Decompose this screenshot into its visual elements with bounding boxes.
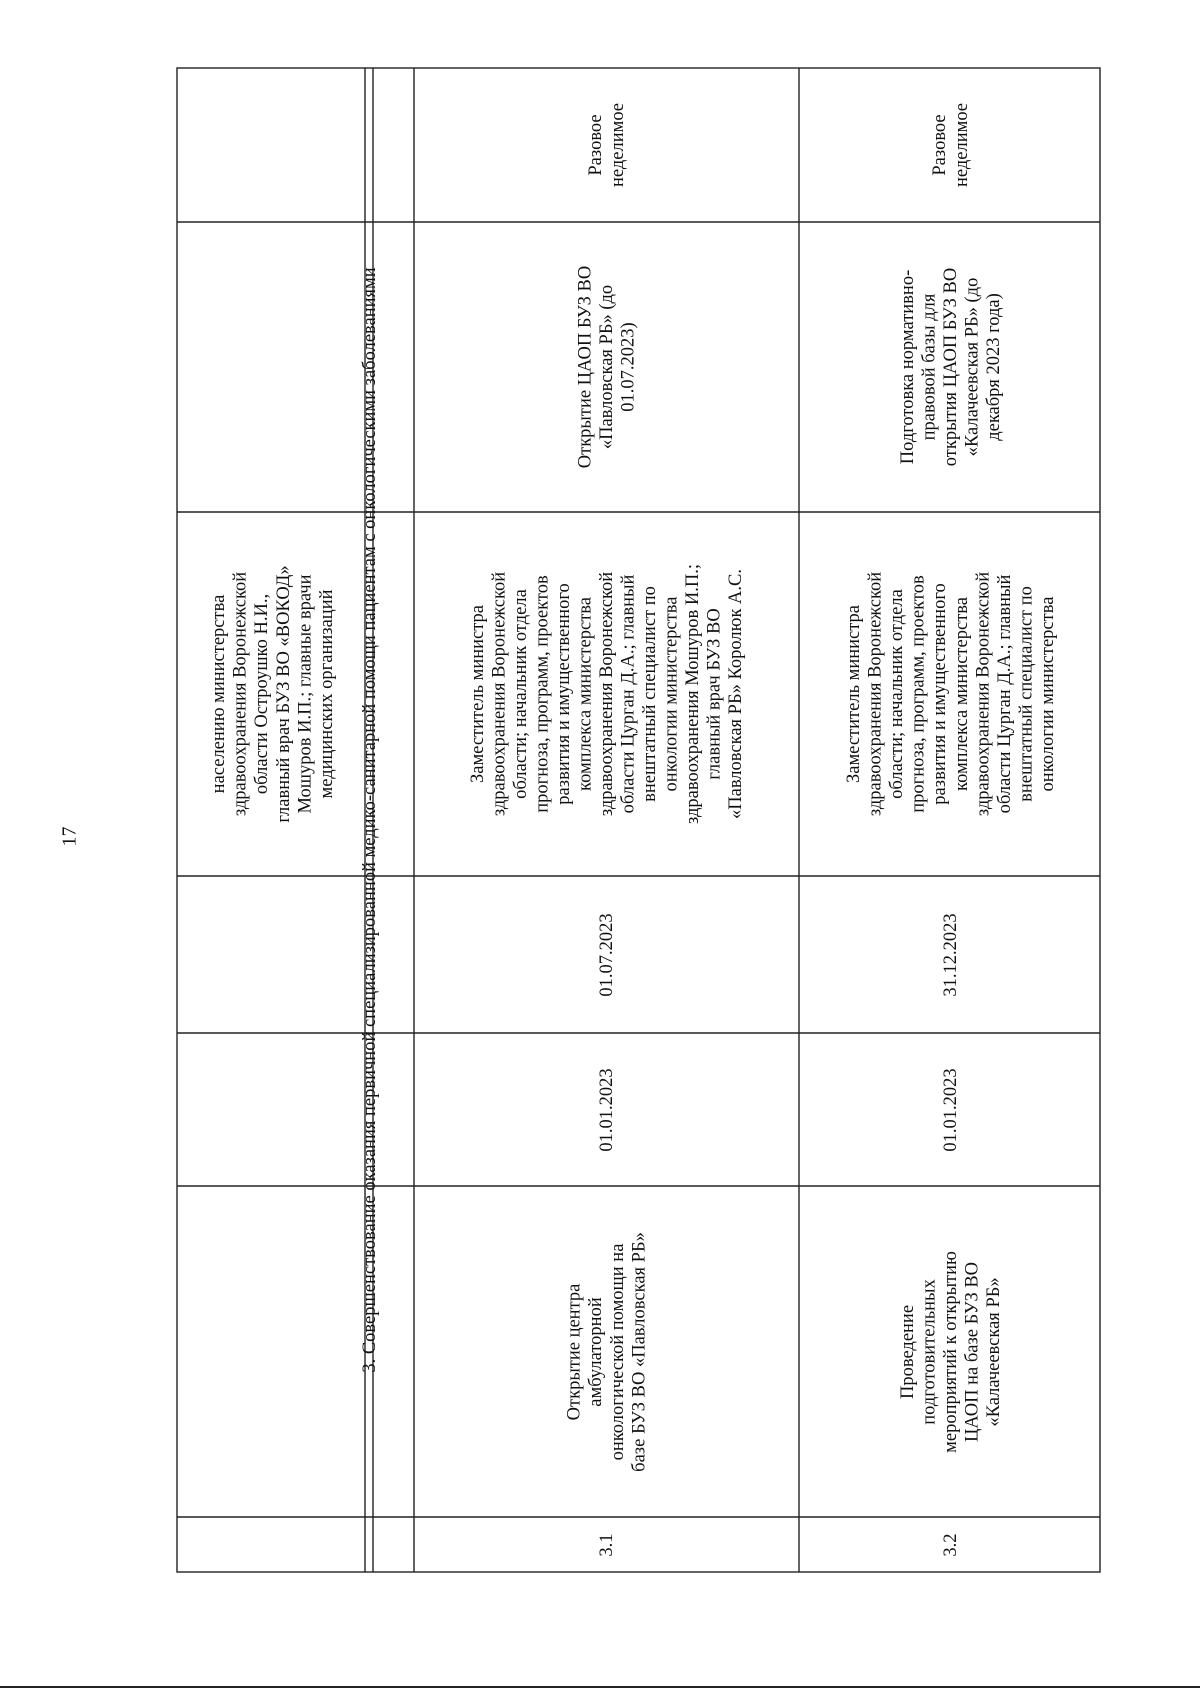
responsible-cell-line: развития и имущественного	[930, 583, 951, 805]
responsible-cell-line: области Цурган Д.А.; главный	[994, 574, 1015, 814]
continued-responsible-cell-line: главный врач БУЗ ВО «ВОКОД»	[273, 565, 294, 823]
row-number-cell	[597, 1533, 617, 1556]
result-cell	[898, 268, 1004, 466]
end-date-cell-line: 01.07.2023	[597, 913, 617, 997]
result-cell-line: декабря 2023 года)	[984, 293, 1004, 441]
result-cell-line: открытия ЦАОП БУЗ ВО	[941, 267, 961, 467]
responsible-cell-line: «Павловская РБ» Королюк А.С.	[726, 568, 746, 820]
end-date-cell	[597, 913, 617, 996]
row-number-cell	[941, 1533, 961, 1556]
type-cell-line: Разовое	[930, 114, 951, 176]
section-title	[360, 267, 380, 1372]
responsible-cell-line: внештатный специалист по	[640, 586, 660, 802]
start-date-cell-line: 01.01.2023	[597, 1068, 617, 1152]
page-number: 17	[58, 826, 81, 847]
start-date-cell-line: 01.01.2023	[941, 1068, 961, 1152]
end-date-cell	[941, 913, 961, 996]
start-date-cell	[941, 1068, 961, 1151]
responsible-cell-line: главный врач БУЗ ВО	[704, 608, 725, 780]
responsible-cell-line: онкологии министерства	[1037, 596, 1058, 792]
event-cell-line: подготовительных	[919, 1279, 940, 1425]
row-number-cell-line: 3.1	[597, 1533, 617, 1557]
responsible-cell-line: развития и имущественного	[554, 583, 574, 805]
result-cell-line: «Павловская РБ» (до	[597, 284, 617, 450]
responsible-cell-line: области; начальник отдела	[511, 589, 531, 799]
section-title-line: 3. Совершенствование оказания первичной специализированной медико-санитарной помощи пациентам с онкологическими заболеваниями	[360, 267, 380, 1373]
type-cell-line: неделимое	[951, 102, 972, 188]
result-cell-line: «Калачеевская РБ» (до	[962, 277, 983, 457]
result-cell-line: Подготовка нормативно-	[898, 269, 918, 465]
page-bottom-rule	[0, 1686, 1200, 1688]
responsible-cell-line: внештатный специалист по	[1016, 586, 1037, 802]
event-cell-line: базе БУЗ ВО «Павловская РБ»	[629, 1232, 650, 1472]
responsible-cell-line: Заместитель министра	[844, 604, 865, 784]
continued-responsible-cell-line: Мошуров И.П.; главные врачи	[295, 574, 316, 814]
responsible-cell-line: комплекса министерства	[951, 597, 972, 791]
end-date-cell-line: 31.12.2023	[941, 913, 961, 997]
responsible-cell-line: здравоохранения Воронежской	[973, 571, 994, 817]
event-cell	[898, 1251, 1004, 1453]
type-cell	[930, 103, 972, 187]
responsible-cell-line: области; начальник отдела	[887, 589, 908, 799]
event-cell-line: Открытие центра	[564, 1283, 585, 1421]
responsible-cell-line: области Цурган Д.А.; главный	[618, 574, 639, 814]
responsible-cell-line: прогноза, программ, проектов	[532, 575, 553, 813]
event-cell-line: ЦАОП на базе БУЗ ВО	[962, 1261, 983, 1443]
type-cell	[586, 103, 628, 187]
result-cell-line: Открытие ЦАОП БУЗ ВО	[575, 265, 596, 469]
responsible-cell-line: здравоохранения Воронежской	[865, 571, 886, 817]
event-cell	[565, 1232, 650, 1472]
continued-responsible-cell	[209, 565, 337, 822]
responsible-cell-line: здравоохранения Мошуров И.П.;	[683, 564, 703, 824]
event-cell-line: «Калачеевская РБ»	[984, 1277, 1004, 1427]
continued-responsible-cell-line: населению министерства	[209, 594, 230, 794]
type-cell-line: неделимое	[607, 102, 628, 188]
result-cell-line: правовой базы для	[919, 293, 940, 441]
event-cell-line: мероприятий к открытию	[941, 1251, 961, 1453]
responsible-cell-line: здравоохранения Воронежской	[597, 571, 617, 817]
event-cell-line: онкологической помощи на	[607, 1243, 628, 1461]
event-cell-line: амбулаторной	[586, 1297, 607, 1407]
type-cell-line: Разовое	[586, 114, 607, 176]
continued-responsible-cell-line: здравоохранения Воронежской	[230, 571, 251, 817]
responsible-cell-line: прогноза, программ, проектов	[908, 575, 929, 813]
row-number-cell-line: 3.2	[941, 1533, 961, 1557]
event-cell-line: Проведение	[898, 1304, 918, 1400]
continued-responsible-cell-line: медицинских организаций	[316, 589, 337, 799]
continued-responsible-cell-line: области Остроушко Н.И.,	[252, 593, 273, 795]
responsible-cell	[468, 564, 746, 824]
responsible-cell-line: здравоохранения Воронежской	[489, 571, 510, 817]
result-cell	[576, 266, 639, 469]
responsible-cell-line: Заместитель министра	[468, 604, 488, 784]
result-cell-line: 01.07.2023)	[618, 322, 639, 412]
responsible-cell-line: онкологии министерства	[661, 596, 682, 792]
start-date-cell	[597, 1068, 617, 1151]
responsible-cell-line: комплекса министерства	[575, 597, 596, 791]
responsible-cell	[844, 572, 1058, 816]
